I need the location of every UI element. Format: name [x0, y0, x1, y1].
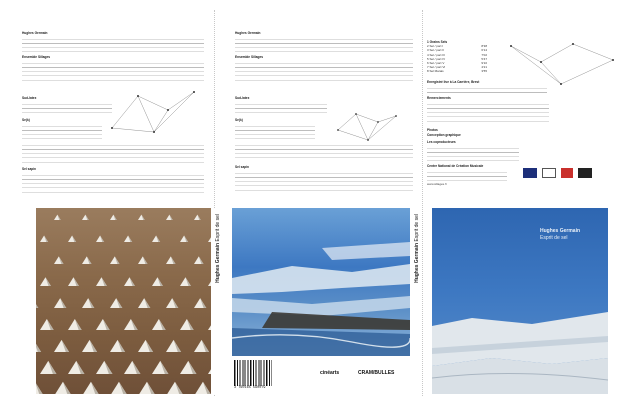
text-block [235, 142, 413, 162]
track-duration: 8'38 [481, 44, 487, 49]
track-label: 4 Sel / part III [427, 52, 445, 57]
barcode [234, 360, 272, 386]
track-duration: 4'21 [481, 65, 487, 70]
section-heading: Se(k) [235, 118, 243, 122]
track-label: 5 Sel / part IV [427, 56, 446, 61]
track-label: 7 Sel / part VI [427, 65, 446, 70]
text-block [22, 101, 112, 115]
track-duration: 9'10 [481, 61, 487, 66]
text-block [427, 101, 549, 125]
track-label: 8 Sel Marais [427, 69, 444, 74]
partner-logo [561, 168, 573, 178]
salt-cones-photo [36, 208, 211, 394]
section-heading: Se(k) [22, 118, 30, 122]
spine-left [213, 208, 223, 394]
spine-album: Esprit de sel [215, 214, 221, 242]
text-block [427, 169, 507, 181]
salt-marsh-photo [232, 208, 410, 356]
track-duration: 5'47 [481, 56, 487, 61]
section-heading: Ensemble Sillages [22, 55, 50, 59]
track-row [427, 69, 487, 73]
cram-bulles-logo: CRAM/BULLES [358, 370, 395, 376]
salt-cone [208, 319, 211, 330]
text-block [22, 123, 102, 141]
text-block [235, 60, 413, 84]
section-heading: Photos [427, 127, 438, 132]
partner-logo [542, 168, 556, 178]
spine-right [412, 208, 422, 394]
constellation-diagram [334, 110, 400, 144]
tracklist-header: 1 Grains Sels [427, 40, 448, 44]
track-duration: 3'55 [481, 69, 487, 74]
salt-cone [208, 235, 211, 242]
cinearts-logo: cinéarts [320, 370, 340, 376]
section-heading: Sel sapin [235, 165, 249, 169]
text-block [22, 172, 204, 194]
text-block [22, 142, 204, 164]
section-heading: Enregistré live à La Carrière, Brest [427, 79, 480, 84]
text-block [22, 60, 204, 84]
spine-album: Esprit de sel [414, 214, 420, 242]
constellation-diagram [108, 88, 198, 140]
section-heading: Centre National de Création Musicale [427, 163, 484, 168]
text-block [427, 145, 519, 161]
text-block [22, 36, 204, 52]
track-label: 6 Sel / part V [427, 61, 445, 66]
partner-logo [578, 168, 592, 178]
cover-title: Hughes Germain [540, 228, 581, 234]
salt-cone [208, 361, 211, 374]
section-heading: Hughes Germain [22, 31, 48, 35]
salt-cone-shadow [36, 298, 38, 308]
contact-text: www.sillages.fr [427, 181, 447, 186]
track-duration: 6'14 [481, 48, 487, 53]
back-cover-footer [232, 356, 410, 394]
booklet-panel-right [427, 40, 617, 198]
section-heading: Sud-latex [235, 96, 250, 100]
track-label: 2 Sel / part I [427, 44, 444, 49]
track-label: 3 Sel / part II [427, 48, 445, 53]
section-heading: Hughes Germain [235, 31, 261, 35]
cover-subtitle: Esprit de sel [540, 235, 568, 241]
spine-artist: Hughes Germain [414, 242, 420, 283]
barcode-number: 3 760165 590079 [234, 386, 266, 390]
section-heading: Ensemble Sillages [235, 55, 263, 59]
front-cover [432, 208, 608, 394]
section-heading: Conception graphique [427, 132, 461, 137]
text-block [235, 36, 413, 52]
track-duration: 7'02 [481, 52, 487, 57]
section-heading: Sel sapin [22, 167, 36, 171]
section-heading: Remerciements [427, 95, 451, 100]
text-block [235, 101, 327, 115]
spine-text [414, 214, 420, 283]
section-heading: Sud-latex [22, 96, 37, 100]
partner-logos [523, 168, 592, 178]
spine-text [215, 214, 221, 283]
fold-line [422, 10, 423, 396]
partner-logo [523, 168, 537, 178]
text-block [235, 170, 413, 192]
section-heading: Les coproducteurs [427, 139, 456, 144]
spine-artist: Hughes Germain [215, 242, 221, 283]
tracklist [427, 40, 487, 74]
constellation-diagram [507, 40, 617, 88]
salt-cone [208, 277, 211, 286]
text-block [235, 123, 315, 141]
